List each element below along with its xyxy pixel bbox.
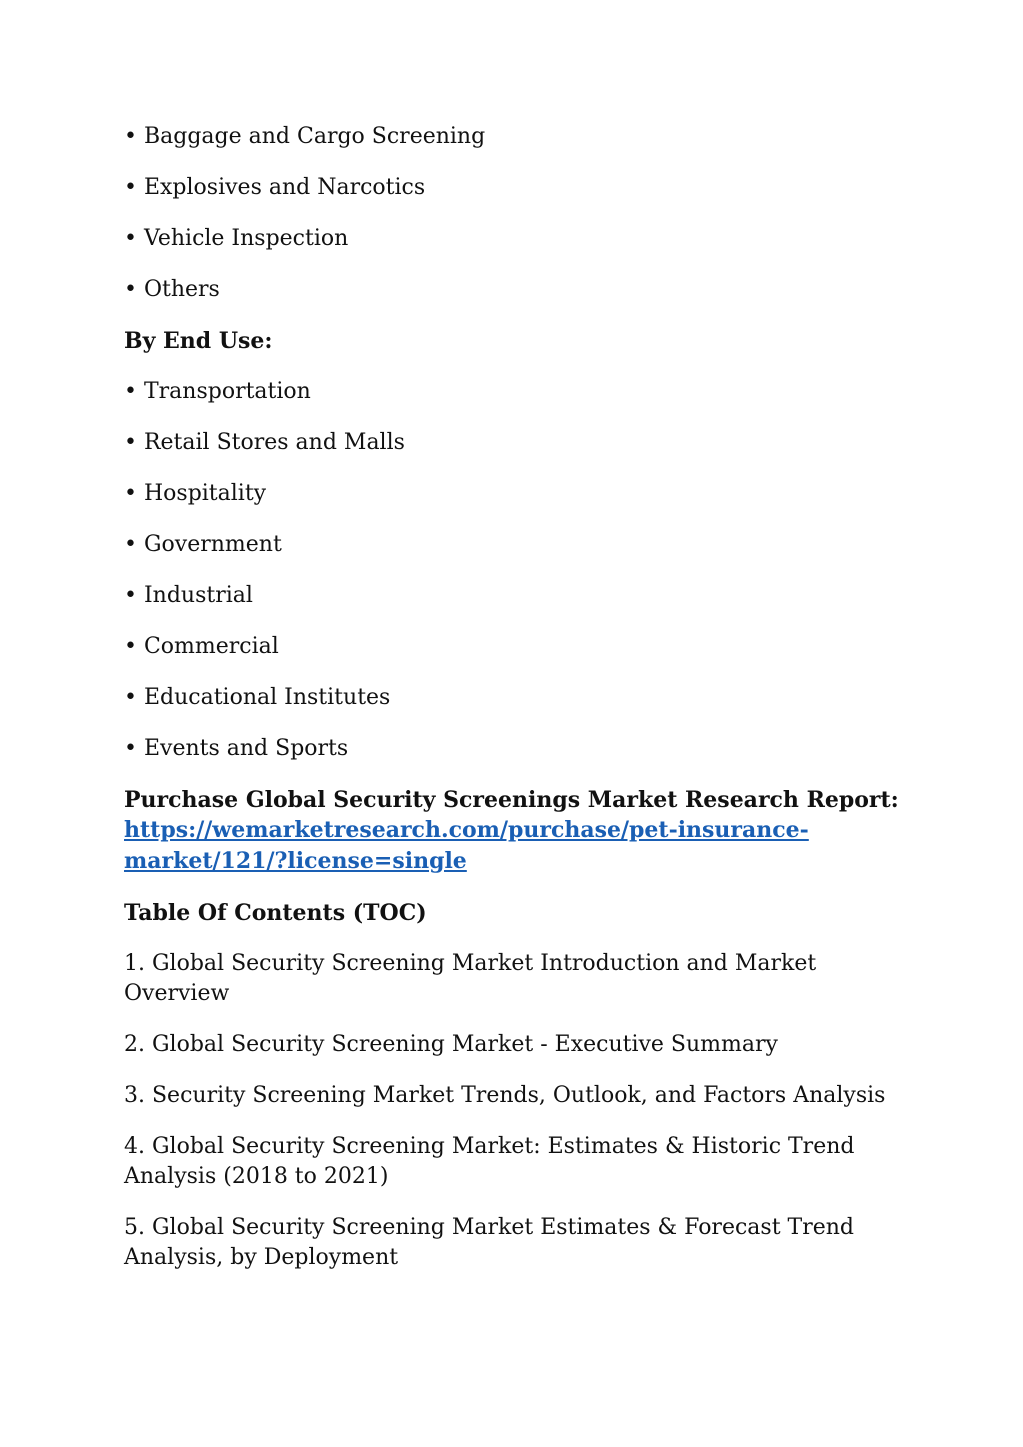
toc-item: 2. Global Security Screening Market - Executive Summary — [124, 1032, 778, 1057]
toc-item: 3. Security Screening Market Trends, Outlook, and Factors Analysis — [124, 1083, 886, 1108]
list-item: • Retail Stores and Malls — [124, 430, 405, 455]
list-item: • Baggage and Cargo Screening — [124, 124, 486, 149]
list-item: • Explosives and Narcotics — [124, 175, 426, 200]
list-item: • Transportation — [124, 379, 311, 404]
toc-heading: Table Of Contents (TOC) — [124, 900, 427, 926]
list-item: • Commercial — [124, 634, 279, 659]
list-item: • Vehicle Inspection — [124, 226, 349, 251]
purchase-link[interactable] — [124, 817, 809, 874]
purchase-link-line2: market/121/?license=single — [124, 848, 467, 874]
toc-item: 1. Global Security Screening Market Introduction and Market Overview — [124, 951, 817, 1006]
toc-item: 5. Global Security Screening Market Estimates & Forecast Trend Analysis, by Deployment — [124, 1215, 854, 1270]
document-page — [124, 122, 904, 1294]
purchase-block — [124, 785, 904, 877]
list-item: • Industrial — [124, 583, 253, 608]
purchase-label: Purchase Global Security Screenings Market Research Report: — [124, 787, 899, 813]
toc-item: 4. Global Security Screening Market: Estimates & Historic Trend Analysis (2018 to 2021) — [124, 1134, 855, 1189]
list-item: • Others — [124, 277, 220, 302]
list-item: • Educational Institutes — [124, 685, 391, 710]
list-item: • Hospitality — [124, 481, 267, 506]
list-item: • Government — [124, 532, 282, 557]
list-item: • Events and Sports — [124, 736, 349, 761]
purchase-link-line1: https://wemarketresearch.com/purchase/pet-insurance- — [124, 817, 809, 843]
end-use-heading: By End Use: — [124, 328, 273, 354]
